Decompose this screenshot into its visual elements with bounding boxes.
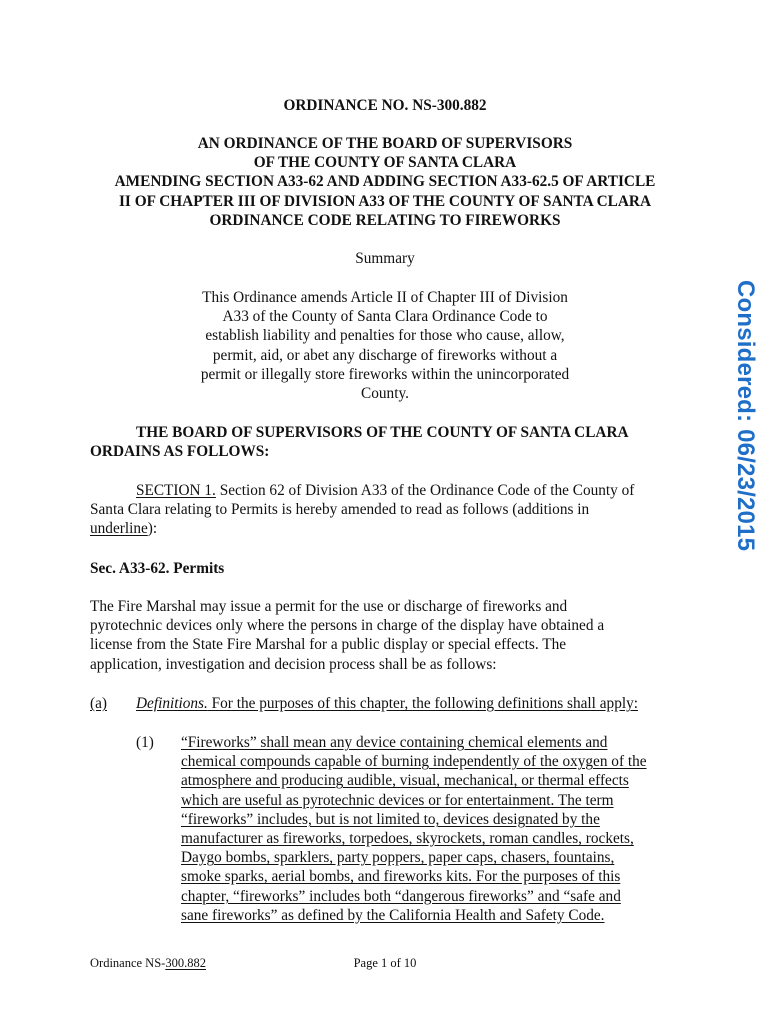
footer-ordinance-prefix: Ordinance NS- — [90, 956, 166, 970]
item-1-body — [181, 733, 681, 925]
considered-stamp — [728, 280, 762, 552]
section-heading: Sec. A33-62. Permits — [90, 560, 225, 577]
item-1-line: atmosphere and producing audible, visual, mechanical, or thermal effects — [181, 772, 629, 790]
definitions-body: For the purposes of this chapter, the following definitions shall apply: — [207, 695, 638, 712]
item-1-line: chapter, “fireworks” includes both “dangerous fireworks” and “safe and — [181, 887, 621, 905]
heading-line: ORDINANCE CODE RELATING TO FIREWORKS — [209, 211, 561, 229]
heading-line: OF THE COUNTY OF SANTA CLARA — [253, 154, 517, 172]
ordinance-heading — [90, 134, 680, 230]
item-1-line: “Fireworks” shall mean any device containing chemical elements and — [181, 734, 608, 751]
summary-text — [160, 288, 610, 403]
section-1-line: Santa Clara relating to Permits is hereby amended to read as follows (additions in — [90, 501, 590, 519]
ordains-statement — [90, 423, 680, 461]
summary-line: County. — [361, 385, 409, 403]
item-1-line: chemical compounds capable of burning independently of the oxygen of the — [181, 753, 647, 771]
paragraph-line: license from the State Fire Marshal for a public display or special effects. The — [90, 636, 567, 654]
summary-label: Summary — [355, 250, 415, 267]
ordains-line: ORDAINS AS FOLLOWS: — [90, 443, 270, 461]
item-1-line: which are useful as pyrotechnic devices or for entertainment. The term — [181, 791, 614, 809]
definitions-text — [136, 694, 638, 713]
section-1-label: SECTION 1. — [136, 482, 216, 499]
heading-line: AN ORDINANCE OF THE BOARD OF SUPERVISORS — [197, 135, 573, 152]
item-1-line: sane fireworks” as defined by the California Health and Safety Code. — [181, 906, 605, 924]
section-1-closing: ): — [147, 520, 158, 538]
heading-line: AMENDING SECTION A33-62 AND ADDING SECTION A33-62.5 OF ARTICLE — [114, 173, 656, 191]
footer-ordinance-number: 300.882 — [165, 956, 206, 970]
fire-marshal-paragraph — [90, 597, 680, 674]
definitions-label: (a) — [90, 695, 107, 712]
paragraph-line: The Fire Marshal may issue a permit for the use or discharge of fireworks and — [90, 598, 568, 615]
item-1-line: manufacturer as fireworks, torpedoes, skyrockets, roman candles, rockets, — [181, 830, 634, 848]
footer-page-number: Page 1 of 10 — [353, 956, 417, 970]
summary-line: establish liability and penalties for those who cause, allow, — [205, 327, 565, 345]
definitions-row — [90, 694, 680, 713]
footer-ordinance — [90, 955, 206, 971]
section-1-line — [90, 519, 680, 538]
ordinance-title: ORDINANCE NO. NS-300.882 — [283, 97, 487, 114]
item-1-line: smoke sparks, aerial bombs, and fireworks kits. For the purposes of this — [181, 868, 621, 886]
item-1-line: Daygo bombs, sparklers, party poppers, paper caps, chasers, fountains, — [181, 849, 615, 867]
heading-line: II OF CHAPTER III OF DIVISION A33 OF THE COUNTY OF SANTA CLARA — [118, 192, 652, 210]
ordains-line: THE BOARD OF SUPERVISORS OF THE COUNTY OF SANTA CLARA — [136, 424, 629, 441]
considered-stamp-text: Considered: 06/23/2015 — [732, 280, 759, 552]
underline-word: underline — [90, 520, 148, 538]
summary-line: A33 of the County of Santa Clara Ordinance Code to — [222, 308, 548, 326]
summary-line: permit, aid, or abet any discharge of fireworks without a — [212, 346, 558, 364]
section-1-line — [90, 481, 680, 500]
item-1-line: “fireworks” includes, but is not limited to, devices designated by the — [181, 810, 600, 828]
section-1-text: Section 62 of Division A33 of the Ordinance Code of the County of — [215, 482, 635, 499]
item-1-number: (1) — [136, 734, 154, 751]
summary-line: This Ordinance amends Article II of Chapter III of Division — [202, 289, 568, 306]
definitions-term: Definitions. — [136, 695, 208, 712]
paragraph-line: pyrotechnic devices only where the persons in charge of the display have obtained a — [90, 617, 605, 635]
paragraph-line: application, investigation and decision process shall be as follows: — [90, 655, 497, 673]
section-1-paragraph — [90, 481, 680, 539]
summary-line: permit or illegally store fireworks within the unincorporated — [200, 365, 570, 383]
